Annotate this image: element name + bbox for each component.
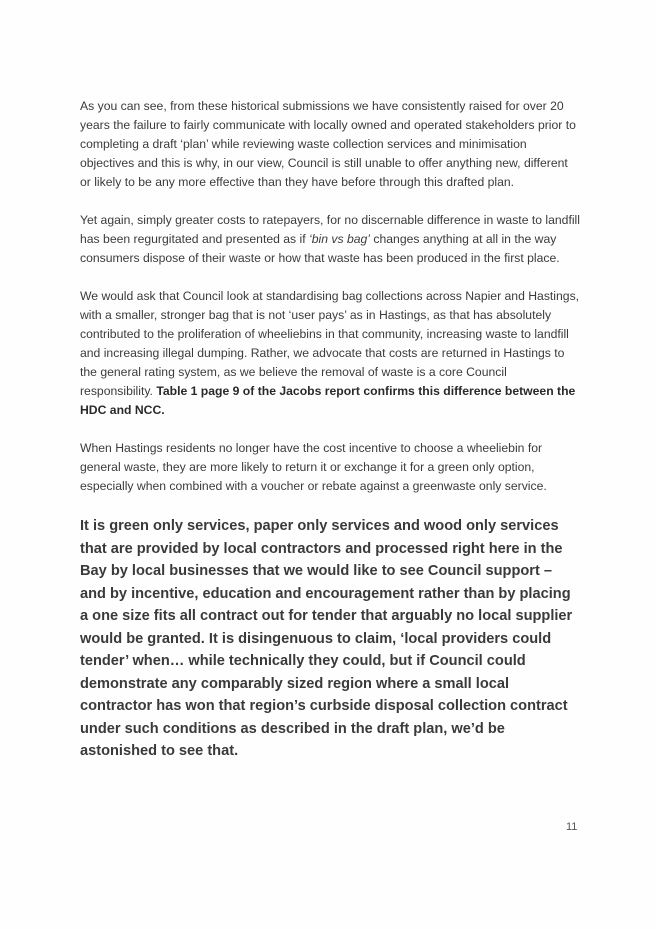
paragraph-text: It is green only services, paper only services and wood only services that are provided by local contractors and processed right here in the Bay by local businesses that we would like to see Council support – and by incentive, education and encouragement rather than by placing a one size fits all contract out for tender that arguably no local supplier would be granted. It is disingenuous to claim, ‘local providers could tender’ when… while technically they could, but if Council could demonstrate any comparably sized region where a small local contractor has won that region’s curbside disposal collection contract under such conditions as described in the draft plan, we’d be astonished to see that. <box>80 518 573 759</box>
page-number: 11 <box>566 821 578 833</box>
bold-reference: Table 1 page 9 of the Jacobs report confirms this difference between the HDC and NCC. <box>80 384 576 417</box>
paragraph-bin-vs-bag <box>80 211 580 268</box>
document-body <box>80 97 580 763</box>
paragraph-text: As you can see, from these historical submissions we have consistently raised for over 20 years the failure to fairly communicate with locally owned and operated stakeholders prior to completing a draft ‘plan’ while reviewing waste collection services and minimisation objectives and this is why, in our view, Council is still unable to offer anything new, different or likely to be any more effective than they have before through this drafted plan. <box>80 99 576 189</box>
paragraph-text: Yet again, simply greater costs to ratepayers, for no discernable difference in waste to landfill has been regurgitated and presented as if <box>80 213 580 246</box>
paragraph-wheeliebin-incentive <box>80 439 580 496</box>
paragraph-historical-submissions <box>80 97 580 192</box>
italic-phrase: ‘bin vs bag’ <box>309 232 370 246</box>
paragraph-text: changes anything at all in the way consumers dispose of their waste or how that waste has been produced in the first place. <box>80 232 560 265</box>
paragraph-text: When Hastings residents no longer have the cost incentive to choose a wheeliebin for general waste, they are more likely to return it or exchange it for a green only option, especially when combined with a voucher or rebate against a greenwaste only service. <box>80 441 547 493</box>
emphasis-paragraph-local-contractors <box>80 515 580 763</box>
paragraph-text: We would ask that Council look at standardising bag collections across Napier and Hastings, with a smaller, stronger bag that is not ‘user pays’ as in Hastings, as that has absolutely contributed to the proliferation of wheeliebins in that community, increasing waste to landfill and increasing illegal dumping. Rather, we advocate that costs are returned in Hastings to the general rating system, as we believe the removal of waste is a core Council responsibility. <box>80 289 580 398</box>
paragraph-standardising-bags <box>80 287 580 420</box>
